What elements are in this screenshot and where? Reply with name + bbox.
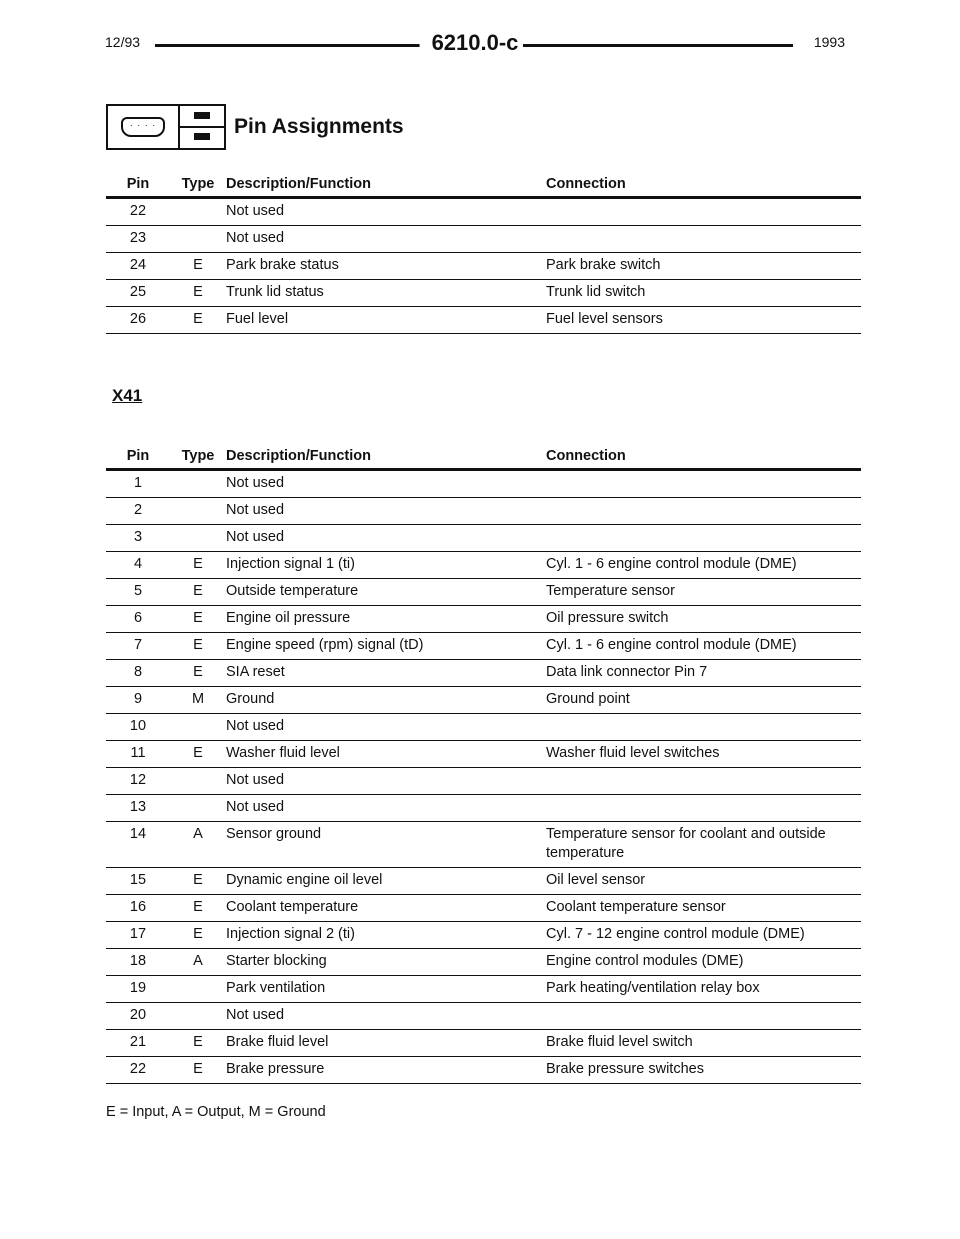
table-row — [106, 1003, 861, 1030]
description-cell: Washer fluid level — [226, 741, 546, 768]
table-header-row — [106, 174, 861, 198]
type-cell — [170, 226, 226, 253]
table-row — [106, 795, 861, 822]
description-cell: Fuel level — [226, 307, 546, 334]
col-type: Type — [170, 174, 226, 198]
table-row — [106, 922, 861, 949]
connection-cell: Washer fluid level switches — [546, 741, 861, 768]
pin-io-icon — [180, 104, 226, 150]
description-cell: Injection signal 2 (ti) — [226, 922, 546, 949]
description-cell: Brake fluid level — [226, 1030, 546, 1057]
connector-icon: · · · · — [106, 104, 180, 150]
type-cell — [170, 470, 226, 498]
type-cell — [170, 498, 226, 525]
pin-table-1 — [106, 174, 861, 334]
pin-cell: 12 — [106, 768, 170, 795]
type-cell: E — [170, 253, 226, 280]
header-rule-right — [523, 44, 793, 47]
description-cell: SIA reset — [226, 660, 546, 687]
col-type: Type — [170, 446, 226, 470]
connection-cell: Cyl. 7 - 12 engine control module (DME) — [546, 922, 861, 949]
type-cell: E — [170, 660, 226, 687]
description-cell: Not used — [226, 1003, 546, 1030]
pin-cell: 22 — [106, 1057, 170, 1084]
table-row — [106, 579, 861, 606]
pin-cell: 7 — [106, 633, 170, 660]
pin-table-2 — [106, 446, 861, 1084]
pin-cell: 8 — [106, 660, 170, 687]
description-cell: Not used — [226, 525, 546, 552]
col-desc: Description/Function — [226, 174, 546, 198]
description-cell: Not used — [226, 768, 546, 795]
table-row — [106, 895, 861, 922]
type-legend: E = Input, A = Output, M = Ground — [106, 1104, 326, 1120]
table-row — [106, 822, 861, 868]
header-year: 1993 — [813, 34, 845, 50]
pin-cell: 25 — [106, 280, 170, 307]
type-cell — [170, 714, 226, 741]
type-cell: E — [170, 1057, 226, 1084]
type-cell: E — [170, 606, 226, 633]
description-cell: Coolant temperature — [226, 895, 546, 922]
table-row — [106, 280, 861, 307]
description-cell: Ground — [226, 687, 546, 714]
table-row — [106, 976, 861, 1003]
table-row — [106, 552, 861, 579]
page-title: Pin Assignments — [234, 115, 404, 138]
connection-cell: Coolant temperature sensor — [546, 895, 861, 922]
type-cell: E — [170, 307, 226, 334]
type-cell: E — [170, 579, 226, 606]
connection-cell: Data link connector Pin 7 — [546, 660, 861, 687]
connection-cell — [546, 768, 861, 795]
pin-cell: 6 — [106, 606, 170, 633]
pin-cell: 5 — [106, 579, 170, 606]
type-cell — [170, 795, 226, 822]
type-cell: E — [170, 280, 226, 307]
type-cell: E — [170, 633, 226, 660]
connection-cell: Ground point — [546, 687, 861, 714]
table-row — [106, 198, 861, 226]
connection-cell: Park brake switch — [546, 253, 861, 280]
table-row — [106, 1057, 861, 1084]
type-cell — [170, 768, 226, 795]
description-cell: Not used — [226, 198, 546, 226]
connection-cell: Engine control modules (DME) — [546, 949, 861, 976]
type-cell: M — [170, 687, 226, 714]
table-row — [106, 307, 861, 334]
pin-cell: 4 — [106, 552, 170, 579]
table-row — [106, 660, 861, 687]
pin-cell: 21 — [106, 1030, 170, 1057]
table-header-row — [106, 446, 861, 470]
connection-cell: Brake fluid level switch — [546, 1030, 861, 1057]
connection-cell — [546, 714, 861, 741]
description-cell: Not used — [226, 470, 546, 498]
title-row — [106, 104, 404, 150]
pin-cell: 9 — [106, 687, 170, 714]
connection-cell: Temperature sensor for coolant and outside temperature — [546, 822, 861, 868]
table-row — [106, 868, 861, 895]
pin-cell: 11 — [106, 741, 170, 768]
pin-cell: 3 — [106, 525, 170, 552]
description-cell: Trunk lid status — [226, 280, 546, 307]
description-cell: Starter blocking — [226, 949, 546, 976]
pin-cell: 16 — [106, 895, 170, 922]
type-cell — [170, 198, 226, 226]
col-pin: Pin — [106, 174, 170, 198]
pin-cell: 18 — [106, 949, 170, 976]
type-cell: E — [170, 552, 226, 579]
table-row — [106, 949, 861, 976]
connection-cell — [546, 198, 861, 226]
type-cell — [170, 976, 226, 1003]
type-cell — [170, 1003, 226, 1030]
table-row — [106, 470, 861, 498]
document-code: 6210.0-c — [420, 30, 531, 56]
connection-cell: Cyl. 1 - 6 engine control module (DME) — [546, 552, 861, 579]
connection-cell: Brake pressure switches — [546, 1057, 861, 1084]
col-desc: Description/Function — [226, 446, 546, 470]
connection-cell: Park heating/ventilation relay box — [546, 976, 861, 1003]
description-cell: Brake pressure — [226, 1057, 546, 1084]
pin-cell: 14 — [106, 822, 170, 868]
header-date: 12/93 — [105, 34, 141, 50]
connection-cell: Oil pressure switch — [546, 606, 861, 633]
description-cell: Not used — [226, 714, 546, 741]
table-row — [106, 498, 861, 525]
description-cell: Outside temperature — [226, 579, 546, 606]
connection-cell — [546, 226, 861, 253]
description-cell: Park ventilation — [226, 976, 546, 1003]
connection-cell — [546, 498, 861, 525]
description-cell: Engine speed (rpm) signal (tD) — [226, 633, 546, 660]
pin-cell: 22 — [106, 198, 170, 226]
col-pin: Pin — [106, 446, 170, 470]
pin-cell: 17 — [106, 922, 170, 949]
connection-cell: Trunk lid switch — [546, 280, 861, 307]
connection-cell — [546, 1003, 861, 1030]
pin-cell: 15 — [106, 868, 170, 895]
table-row — [106, 768, 861, 795]
description-cell: Not used — [226, 226, 546, 253]
connection-cell: Fuel level sensors — [546, 307, 861, 334]
description-cell: Dynamic engine oil level — [226, 868, 546, 895]
pin-cell: 10 — [106, 714, 170, 741]
connection-cell: Cyl. 1 - 6 engine control module (DME) — [546, 633, 861, 660]
page-header — [105, 30, 845, 60]
pin-cell: 13 — [106, 795, 170, 822]
pin-cell: 26 — [106, 307, 170, 334]
description-cell: Not used — [226, 795, 546, 822]
connection-cell: Oil level sensor — [546, 868, 861, 895]
section-label-x41: X41 — [112, 386, 143, 405]
type-cell: E — [170, 868, 226, 895]
pin-cell: 2 — [106, 498, 170, 525]
table-row — [106, 253, 861, 280]
description-cell: Engine oil pressure — [226, 606, 546, 633]
pin-cell: 20 — [106, 1003, 170, 1030]
description-cell: Not used — [226, 498, 546, 525]
connection-cell — [546, 795, 861, 822]
description-cell: Sensor ground — [226, 822, 546, 868]
col-conn: Connection — [546, 174, 861, 198]
header-rule-left — [155, 44, 425, 47]
type-cell: E — [170, 1030, 226, 1057]
connection-cell — [546, 470, 861, 498]
pin-cell: 24 — [106, 253, 170, 280]
type-cell — [170, 525, 226, 552]
description-cell: Park brake status — [226, 253, 546, 280]
description-cell: Injection signal 1 (ti) — [226, 552, 546, 579]
connection-cell — [546, 525, 861, 552]
table-row — [106, 714, 861, 741]
table-row — [106, 687, 861, 714]
connection-cell: Temperature sensor — [546, 579, 861, 606]
col-conn: Connection — [546, 446, 861, 470]
type-cell: E — [170, 922, 226, 949]
type-cell: A — [170, 949, 226, 976]
table-row — [106, 633, 861, 660]
table-row — [106, 1030, 861, 1057]
pin-cell: 23 — [106, 226, 170, 253]
type-cell: E — [170, 741, 226, 768]
table-row — [106, 741, 861, 768]
pin-cell: 19 — [106, 976, 170, 1003]
pin-cell: 1 — [106, 470, 170, 498]
table-row — [106, 525, 861, 552]
table-row — [106, 606, 861, 633]
table-row — [106, 226, 861, 253]
type-cell: A — [170, 822, 226, 868]
type-cell: E — [170, 895, 226, 922]
